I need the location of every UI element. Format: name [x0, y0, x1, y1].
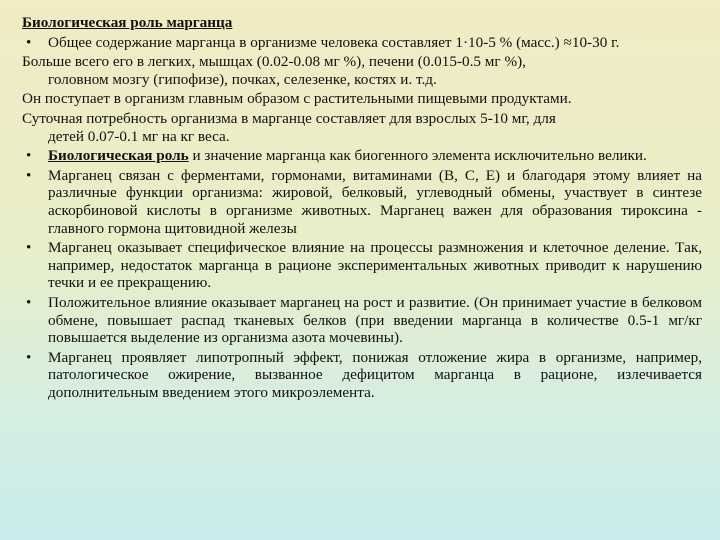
bullet-icon: • [26, 166, 32, 184]
slide-content [22, 14, 702, 401]
paragraph-text: Марганец проявляет липотропный эффект, понижая отложение жира в организме, например, патологическое ожирение, вызванное дефицитом марганца в рационе, излечивается дополнительным введением этого микроэлемента. [48, 348, 702, 401]
paragraph-line: головном мозгу (гипофизе), почках, селезенке, костях и. т.д. [48, 70, 437, 88]
paragraph-line: Суточная потребность организма в марганце составляет для взрослых 5-10 мг, для [22, 109, 556, 127]
paragraph-text: Он поступает в организм главным образом с растительными пищевыми продуктами. [22, 90, 572, 108]
bullet-icon: • [26, 147, 32, 165]
bullet-icon: • [26, 293, 32, 311]
paragraph-text: и значение марганца как биогенного элемента исключительно велики. [188, 147, 647, 165]
bullet-total-content [22, 34, 702, 52]
paragraph-line: детей 0.07-0.1 мг на кг веса. [48, 127, 230, 145]
paragraph-daily-need [22, 110, 702, 145]
bullet-biological-role [22, 147, 702, 165]
paragraph-text: Положительное влияние оказывает марганец на рост и развитие. (Он принимает участие в белковом обмене, повышает распад тканевых белков (при введении марганца в количестве 0.5-1 мг/кг повышается выделение из организма азота мочевины). [48, 293, 702, 347]
bullet-icon: • [26, 348, 32, 366]
paragraph-text: Марганец связан с ферментами, гормонами, витаминами (B, C, E) и благодаря этому влияет на различные функции организма: жировой, белковый, углеводный обмены, участвует в синтезе аскорбиновой кислоты в организме животных. Марганец важен для образования тироксина - главного гормона щитовидной железы [48, 166, 702, 237]
bullet-lipotropic [22, 349, 702, 402]
bullet-icon: • [26, 239, 32, 257]
slide-title: Биологическая роль марганца [22, 14, 233, 31]
emphasis-text: Биологическая роль [48, 147, 189, 165]
paragraph-line: Больше всего его в легких, мышцах (0.02-0.08 мг %), печени (0.015-0.5 мг %), [22, 53, 526, 71]
bullet-enzymes [22, 167, 702, 237]
paragraph-text: Марганец оказывает специфическое влияние на процессы размножения и клеточное деление. Так, например, недостаток марганца в рационе экспериментальных животных приводит к нарушению течки и ее прекращению. [48, 239, 702, 292]
bullet-reproduction [22, 239, 702, 292]
paragraph-distribution [22, 53, 702, 88]
bullet-icon: • [26, 33, 32, 51]
paragraph-intake [22, 90, 702, 108]
paragraph-text: Общее содержание марганца в организме человека составляет 1·10-5 % (масс.) ≈10-30 г. [48, 33, 620, 51]
bullet-growth [22, 294, 702, 347]
